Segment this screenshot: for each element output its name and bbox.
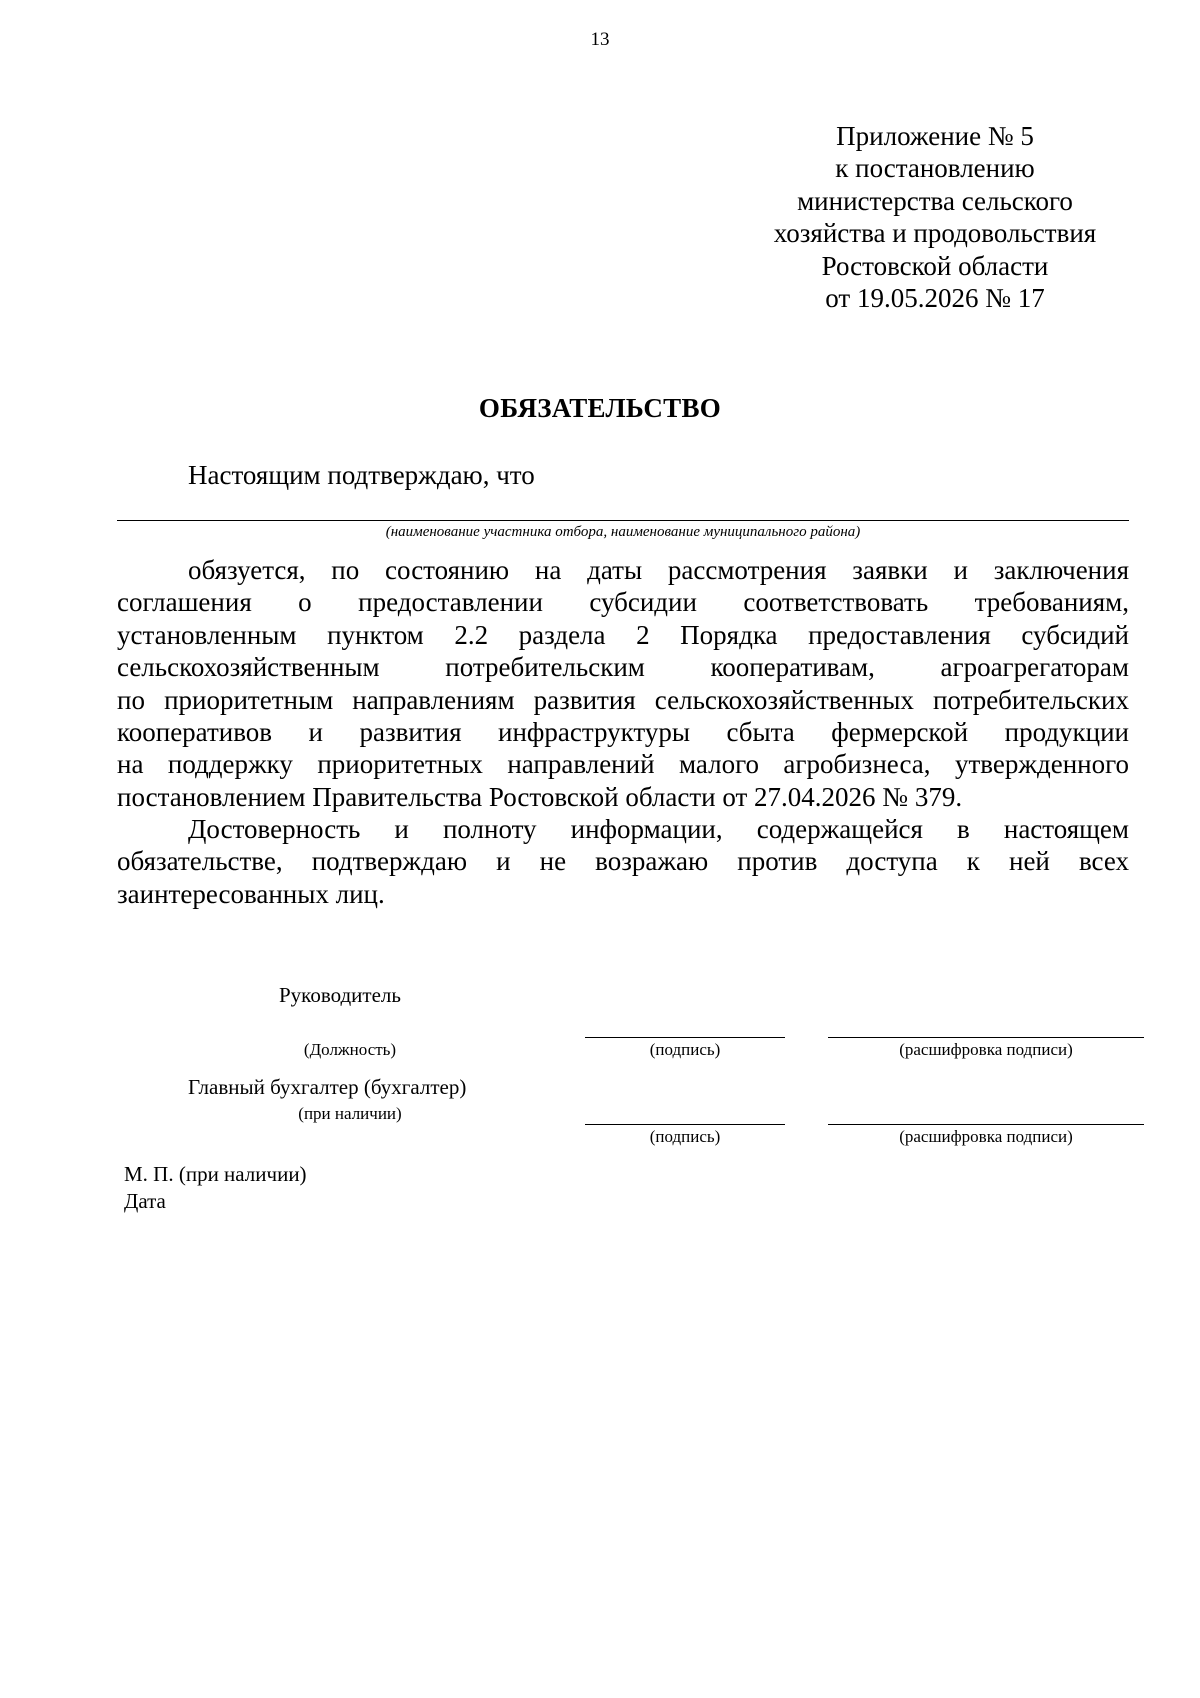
- signature-hint-2: (подпись): [649, 1127, 721, 1146]
- paragraph-line: кооперативов и развития инфраструктуры сбыта фермерской продукции: [117, 717, 1129, 748]
- intro-text: Настоящим подтверждаю, что: [188, 460, 535, 490]
- accountant-decode-line: [828, 1124, 1144, 1125]
- paragraph-line: обязуется, по состоянию на даты рассмотрения заявки и заключения: [188, 555, 1129, 585]
- appendix-line: хозяйства и продовольствия: [773, 218, 1097, 249]
- appendix-line: Приложение № 5: [836, 121, 1034, 151]
- paragraph-line: установленным пунктом 2.2 раздела 2 Порядка предоставления субсидий: [117, 619, 1129, 650]
- page-number: 13: [590, 29, 610, 50]
- head-label: Руководитель: [279, 983, 401, 1007]
- paragraph-line: заинтересованных лиц.: [117, 878, 385, 909]
- accountant-note: (при наличии): [298, 1104, 402, 1123]
- head-decode-line: [828, 1037, 1144, 1038]
- decode-hint: (расшифровка подписи): [899, 1040, 1073, 1059]
- paragraph-line: по приоритетным направлениям развития сельскохозяйственных потребительских: [117, 684, 1129, 715]
- paragraph-accuracy: [117, 813, 1129, 910]
- document-title: ОБЯЗАТЕЛЬСТВО: [478, 393, 722, 423]
- position-hint: (Должность): [303, 1040, 397, 1059]
- participant-hint: (наименование участника отбора, наименование муниципального района): [385, 524, 861, 540]
- appendix-line: к постановлению: [835, 153, 1035, 184]
- participant-fill-line: [117, 520, 1129, 521]
- paragraph-line: на поддержку приоритетных направлений малого агробизнеса, утвержденного: [117, 749, 1129, 780]
- paragraph-line: постановлением Правительства Ростовской области от 27.04.2026 № 379.: [117, 781, 963, 812]
- paragraph-line: Достоверность и полноту информации, содержащейся в настоящем: [188, 814, 1129, 844]
- paragraph-line: сельскохозяйственным потребительским кооперативам, агроагрегаторам: [117, 652, 1129, 683]
- decode-hint-2: (расшифровка подписи): [899, 1127, 1073, 1146]
- paragraph-obligation: [117, 554, 1129, 813]
- stamp-note: М. П. (при наличии): [124, 1162, 307, 1186]
- signature-hint: (подпись): [649, 1040, 721, 1059]
- appendix-line: от 19.05.2026 № 17: [825, 283, 1045, 314]
- appendix-line: министерства сельского: [797, 185, 1073, 216]
- appendix-line: Ростовской области: [821, 250, 1049, 281]
- accountant-label: Главный бухгалтер (бухгалтер): [188, 1075, 467, 1099]
- accountant-signature-line: [585, 1124, 785, 1125]
- date-label: Дата: [124, 1189, 166, 1213]
- paragraph-line: обязательстве, подтверждаю и не возражаю против доступа к ней всех: [117, 846, 1129, 877]
- appendix-header: [740, 120, 1130, 314]
- head-signature-line: [585, 1037, 785, 1038]
- paragraph-line: соглашения о предоставлении субсидии соответствовать требованиям,: [117, 587, 1129, 618]
